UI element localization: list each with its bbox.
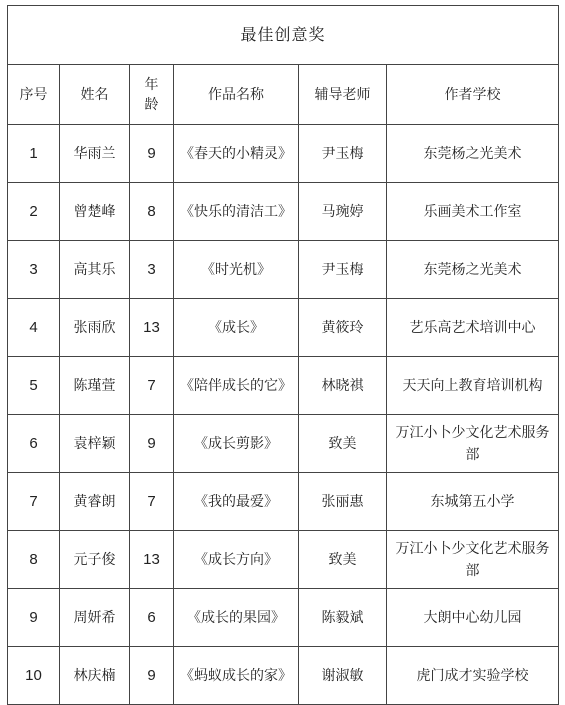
cell-name: 黄睿朗 (60, 473, 130, 531)
header-school: 作者学校 (387, 65, 559, 125)
cell-teacher: 尹玉梅 (299, 125, 387, 183)
table-title: 最佳创意奖 (8, 6, 559, 65)
cell-work: 《成长》 (174, 299, 299, 357)
cell-school: 东城第五小学 (387, 473, 559, 531)
cell-teacher: 黄筱玲 (299, 299, 387, 357)
award-table (7, 5, 559, 705)
cell-school: 万江小卜少文化艺术服务部 (387, 531, 559, 589)
cell-age: 9 (130, 647, 174, 705)
table-row (8, 125, 559, 183)
cell-teacher: 致美 (299, 531, 387, 589)
table-row (8, 357, 559, 415)
cell-index: 3 (8, 241, 60, 299)
cell-school: 天天向上教育培训机构 (387, 357, 559, 415)
cell-teacher: 谢淑敏 (299, 647, 387, 705)
cell-teacher: 马琬婷 (299, 183, 387, 241)
header-index: 序号 (8, 65, 60, 125)
cell-school: 大朗中心幼儿园 (387, 589, 559, 647)
cell-index: 4 (8, 299, 60, 357)
cell-index: 7 (8, 473, 60, 531)
cell-teacher: 陈毅斌 (299, 589, 387, 647)
header-age-line1: 年 (144, 76, 159, 93)
cell-work: 《成长剪影》 (174, 415, 299, 473)
cell-work: 《成长方向》 (174, 531, 299, 589)
table-row (8, 589, 559, 647)
cell-name: 高其乐 (60, 241, 130, 299)
cell-school: 乐画美术工作室 (387, 183, 559, 241)
cell-work: 《蚂蚁成长的家》 (174, 647, 299, 705)
cell-teacher: 致美 (299, 415, 387, 473)
header-age-line2: 龄 (144, 96, 159, 113)
table-body (8, 125, 559, 705)
header-row (8, 65, 559, 125)
cell-school: 艺乐高艺术培训中心 (387, 299, 559, 357)
table-row (8, 531, 559, 589)
cell-age: 13 (130, 531, 174, 589)
cell-name: 林庆楠 (60, 647, 130, 705)
cell-index: 10 (8, 647, 60, 705)
header-work: 作品名称 (174, 65, 299, 125)
cell-age: 9 (130, 415, 174, 473)
header-age (130, 65, 174, 125)
cell-school: 东莞杨之光美术 (387, 125, 559, 183)
cell-name: 曾楚峰 (60, 183, 130, 241)
cell-school: 虎门成才实验学校 (387, 647, 559, 705)
cell-work: 《春天的小精灵》 (174, 125, 299, 183)
cell-work: 《陪伴成长的它》 (174, 357, 299, 415)
table-row (8, 647, 559, 705)
cell-index: 6 (8, 415, 60, 473)
cell-teacher: 尹玉梅 (299, 241, 387, 299)
table-row (8, 473, 559, 531)
cell-age: 3 (130, 241, 174, 299)
cell-name: 元子俊 (60, 531, 130, 589)
cell-index: 8 (8, 531, 60, 589)
cell-work: 《时光机》 (174, 241, 299, 299)
cell-age: 9 (130, 125, 174, 183)
table-row (8, 415, 559, 473)
cell-index: 9 (8, 589, 60, 647)
cell-teacher: 林晓祺 (299, 357, 387, 415)
cell-work: 《成长的果园》 (174, 589, 299, 647)
cell-name: 张雨欣 (60, 299, 130, 357)
header-teacher: 辅导老师 (299, 65, 387, 125)
cell-name: 华雨兰 (60, 125, 130, 183)
cell-work: 《快乐的清洁工》 (174, 183, 299, 241)
title-row (8, 6, 559, 65)
cell-age: 7 (130, 357, 174, 415)
header-name: 姓名 (60, 65, 130, 125)
cell-teacher: 张丽惠 (299, 473, 387, 531)
cell-work: 《我的最爱》 (174, 473, 299, 531)
table-row (8, 299, 559, 357)
cell-name: 陈瑾萱 (60, 357, 130, 415)
cell-name: 袁梓颖 (60, 415, 130, 473)
cell-school: 万江小卜少文化艺术服务部 (387, 415, 559, 473)
table-row (8, 183, 559, 241)
cell-index: 2 (8, 183, 60, 241)
cell-index: 1 (8, 125, 60, 183)
cell-index: 5 (8, 357, 60, 415)
cell-age: 6 (130, 589, 174, 647)
table-row (8, 241, 559, 299)
cell-age: 13 (130, 299, 174, 357)
cell-school: 东莞杨之光美术 (387, 241, 559, 299)
cell-name: 周妍希 (60, 589, 130, 647)
cell-age: 7 (130, 473, 174, 531)
cell-age: 8 (130, 183, 174, 241)
